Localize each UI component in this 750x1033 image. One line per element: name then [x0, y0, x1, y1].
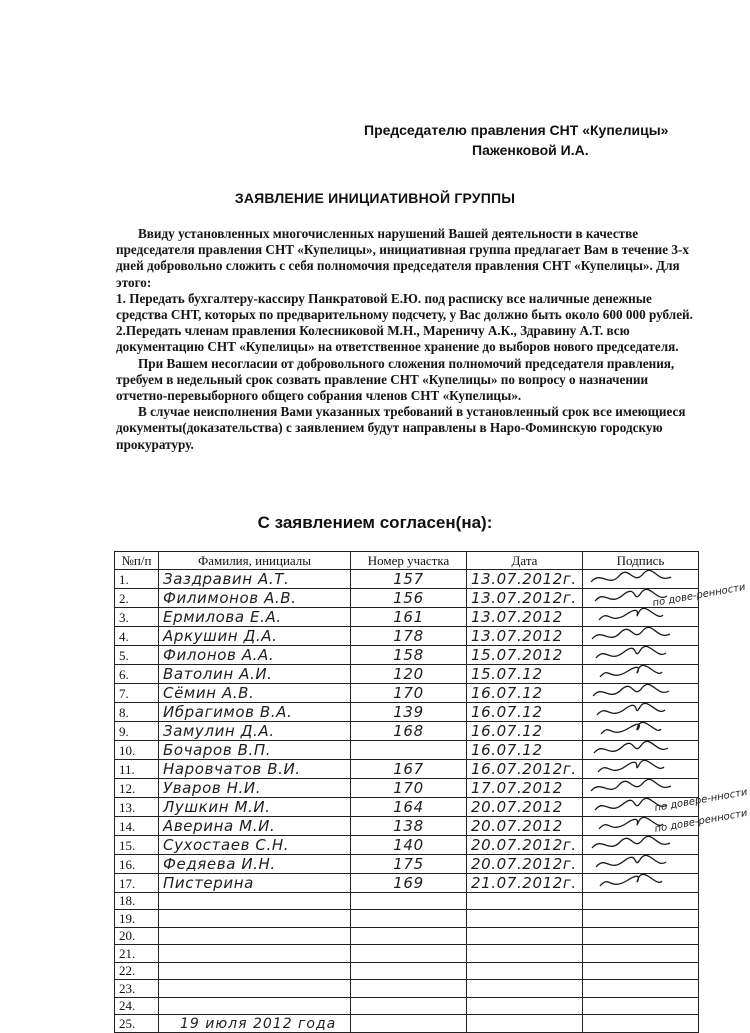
row-date: 15.07.12 [467, 664, 583, 683]
row-date: 16.07.12 [467, 702, 583, 721]
row-number: 7. [115, 683, 159, 702]
row-name: Филонов А.А. [159, 645, 351, 664]
row-number: 1. [115, 569, 159, 588]
row-plot: 170 [351, 778, 467, 797]
handwritten-signature [587, 781, 647, 793]
row-signature [583, 702, 699, 721]
row-signature [583, 962, 699, 980]
handwritten-signature [587, 819, 647, 831]
row-date: 13.07.2012г. [467, 569, 583, 588]
row-number: 8. [115, 702, 159, 721]
row-number: 16. [115, 854, 159, 873]
margin-note-power-of-attorney: по дове-ренности [653, 807, 749, 836]
row-number: 3. [115, 607, 159, 626]
row-plot [351, 927, 467, 945]
handwritten-signature [587, 648, 647, 660]
row-name: Бочаров В.П. [159, 740, 351, 759]
row-name: Сёмин А.В. [159, 683, 351, 702]
row-name: Сухостаев С.Н. [159, 835, 351, 854]
table-row [115, 759, 699, 778]
row-number: 15. [115, 835, 159, 854]
row-plot [351, 1015, 467, 1033]
row-signature [583, 854, 699, 873]
row-plot [351, 740, 467, 759]
row-date [467, 962, 583, 980]
header-signature: Подпись [583, 552, 699, 570]
row-number: 24. [115, 997, 159, 1015]
handwritten-signature [587, 838, 647, 850]
row-number: 23. [115, 980, 159, 998]
table-row [115, 588, 699, 607]
row-name: Замулин Д.А. [159, 721, 351, 740]
table-row [115, 778, 699, 797]
table-row [115, 927, 699, 945]
paragraph-item-2: 2.Передать членам правления Колесниковой М.Н., Мареничу А.К., Здравину А.Т. всю документацию СНТ «Купелицы» на ответственное хранение до выборов нового председателя. [116, 323, 679, 355]
table-row [115, 626, 699, 645]
row-name: Наровчатов В.И. [159, 759, 351, 778]
row-date: 13.07.2012 [467, 607, 583, 626]
row-name [159, 910, 351, 928]
row-number: 14. [115, 816, 159, 835]
row-name: Лушкин М.И. [159, 797, 351, 816]
table-row [115, 740, 699, 759]
row-plot: 169 [351, 873, 467, 892]
row-date: 20.07.2012 [467, 816, 583, 835]
row-plot: 170 [351, 683, 467, 702]
paragraph-intro: Ввиду установленных многочисленных нарушений Вашей деятельности в качестве председателя правления СНТ «Купелицы», инициативная группа предлагает Вам в течение 3-х дней добровольно сложить с себя полномочия председателя правления СНТ «Купелицы». Для этого: [116, 226, 689, 290]
row-name [159, 962, 351, 980]
table-row [115, 962, 699, 980]
row-signature [583, 607, 699, 626]
header-plot: Номер участка [351, 552, 467, 570]
handwritten-signature [587, 762, 647, 774]
row-name: Филимонов А.В. [159, 588, 351, 607]
table-row [115, 854, 699, 873]
handwritten-signature [587, 705, 647, 717]
signature-table [114, 551, 699, 1033]
table-row [115, 607, 699, 626]
addressee-line-2: Паженковой И.А. [472, 142, 589, 158]
row-signature [583, 683, 699, 702]
row-number: 20. [115, 927, 159, 945]
row-signature [583, 873, 699, 892]
footer-handwritten-date: 19 июля 2012 года [180, 1016, 337, 1032]
row-date: 20.07.2012г. [467, 835, 583, 854]
addressee-line-1: Председателю правления СНТ «Купелицы» [364, 122, 669, 138]
row-date [467, 910, 583, 928]
handwritten-signature [587, 610, 647, 622]
handwritten-signature [587, 572, 647, 584]
table-row [115, 683, 699, 702]
row-name [159, 945, 351, 963]
handwritten-signature [587, 591, 647, 603]
row-date: 16.07.2012г. [467, 759, 583, 778]
table-row [115, 797, 699, 816]
row-date: 15.07.2012 [467, 645, 583, 664]
row-number: 25. [115, 1015, 159, 1033]
row-plot [351, 910, 467, 928]
agreement-heading: С заявлением согласен(на): [257, 513, 493, 532]
row-name [159, 997, 351, 1015]
table-row [115, 910, 699, 928]
row-name: Аркушин Д.А. [159, 626, 351, 645]
row-date: 17.07.2012 [467, 778, 583, 797]
row-number: 5. [115, 645, 159, 664]
paragraph-warning: В случае неисполнения Вами указанных требований в установленный срок все имеющиеся документы(доказательства) с заявлением будут направлены в Наро-Фоминскую городскую прокуратуру. [116, 404, 686, 452]
row-date [467, 997, 583, 1015]
row-signature [583, 997, 699, 1015]
row-plot: 140 [351, 835, 467, 854]
row-name: Заздравин А.Т. [159, 569, 351, 588]
row-plot [351, 892, 467, 910]
row-plot: 175 [351, 854, 467, 873]
row-number: 9. [115, 721, 159, 740]
row-name: Аверина М.И. [159, 816, 351, 835]
row-number: 18. [115, 892, 159, 910]
row-signature [583, 645, 699, 664]
row-date: 16.07.12 [467, 683, 583, 702]
row-number: 6. [115, 664, 159, 683]
paragraph-demand: При Вашем несогласии от добровольного сложения полномочий председателя правления, требуем в недельный срок созвать правление СНТ «Купелицы» по вопросу о назначении отчетно-перевыборного общего собрания членов СНТ «Купелицы». [116, 355, 675, 404]
row-signature [583, 664, 699, 683]
row-name: Ибрагимов В.А. [159, 702, 351, 721]
row-plot: 158 [351, 645, 467, 664]
row-number: 17. [115, 873, 159, 892]
row-plot: 156 [351, 588, 467, 607]
row-plot: 167 [351, 759, 467, 778]
row-name [159, 927, 351, 945]
row-number: 19. [115, 910, 159, 928]
handwritten-signature [587, 724, 647, 736]
row-date [467, 945, 583, 963]
table-row [115, 702, 699, 721]
margin-note-power-of-attorney: по довере-нности [653, 786, 749, 815]
row-date [467, 892, 583, 910]
table-row [115, 873, 699, 892]
row-plot [351, 980, 467, 998]
row-signature [583, 569, 699, 588]
row-signature [583, 759, 699, 778]
row-number: 22. [115, 962, 159, 980]
row-name [159, 892, 351, 910]
handwritten-signature [587, 857, 647, 869]
table-row [115, 997, 699, 1015]
row-plot: 164 [351, 797, 467, 816]
row-number: 10. [115, 740, 159, 759]
header-date: Дата [467, 552, 583, 570]
row-signature [583, 721, 699, 740]
row-name [159, 980, 351, 998]
row-plot: 178 [351, 626, 467, 645]
table-row [115, 945, 699, 963]
table-row [115, 721, 699, 740]
row-signature [583, 778, 699, 797]
row-plot [351, 997, 467, 1015]
header-name: Фамилия, инициалы [159, 552, 351, 570]
row-signature [583, 892, 699, 910]
handwritten-signature [587, 743, 647, 755]
header-number: №п/п [115, 552, 159, 570]
table-row [115, 980, 699, 998]
handwritten-signature [587, 629, 647, 641]
row-number: 4. [115, 626, 159, 645]
table-row [115, 892, 699, 910]
table-row [115, 569, 699, 588]
row-plot: 161 [351, 607, 467, 626]
row-number: 21. [115, 945, 159, 963]
row-date: 20.07.2012 [467, 797, 583, 816]
table-row [115, 664, 699, 683]
row-date: 20.07.2012г. [467, 854, 583, 873]
margin-note-power-of-attorney: по дове-ренности [651, 581, 747, 610]
row-plot: 138 [351, 816, 467, 835]
table-row [115, 816, 699, 835]
row-plot [351, 945, 467, 963]
row-signature [583, 910, 699, 928]
row-name: Пистерина [159, 873, 351, 892]
row-signature [583, 945, 699, 963]
row-signature [583, 980, 699, 998]
document-title: ЗАЯВЛЕНИЕ ИНИЦИАТИВНОЙ ГРУППЫ [234, 190, 516, 206]
row-name: Федяева И.Н. [159, 854, 351, 873]
handwritten-signature [587, 876, 647, 888]
handwritten-signature [587, 800, 647, 812]
row-date: 16.07.12 [467, 721, 583, 740]
row-name: Ватолин А.И. [159, 664, 351, 683]
table-header-row [115, 552, 699, 570]
row-date [467, 927, 583, 945]
handwritten-signature [587, 686, 647, 698]
row-name: Уваров Н.И. [159, 778, 351, 797]
row-date: 21.07.2012г. [467, 873, 583, 892]
row-signature [583, 927, 699, 945]
row-signature [583, 626, 699, 645]
row-date: 13.07.2012г. [467, 588, 583, 607]
statement-body [116, 226, 696, 453]
row-signature [583, 835, 699, 854]
row-signature [583, 1015, 699, 1033]
row-date [467, 1015, 583, 1033]
row-number: 2. [115, 588, 159, 607]
row-name: Ермилова Е.А. [159, 607, 351, 626]
paragraph-item-1: 1. Передать бухгалтеру-кассиру Панкратовой Е.Ю. под расписку все наличные денежные средства СНТ, которых по предварительному подсчету, у Вас должно быть около 600 000 рублей. [116, 290, 693, 323]
row-date [467, 980, 583, 998]
table-row [115, 835, 699, 854]
row-number: 11. [115, 759, 159, 778]
row-plot: 168 [351, 721, 467, 740]
row-number: 13. [115, 797, 159, 816]
handwritten-signature [587, 667, 647, 679]
row-plot: 139 [351, 702, 467, 721]
row-plot [351, 962, 467, 980]
row-signature [583, 740, 699, 759]
row-date: 16.07.12 [467, 740, 583, 759]
row-plot: 157 [351, 569, 467, 588]
row-plot: 120 [351, 664, 467, 683]
row-date: 13.07.2012 [467, 626, 583, 645]
table-row [115, 645, 699, 664]
row-number: 12. [115, 778, 159, 797]
